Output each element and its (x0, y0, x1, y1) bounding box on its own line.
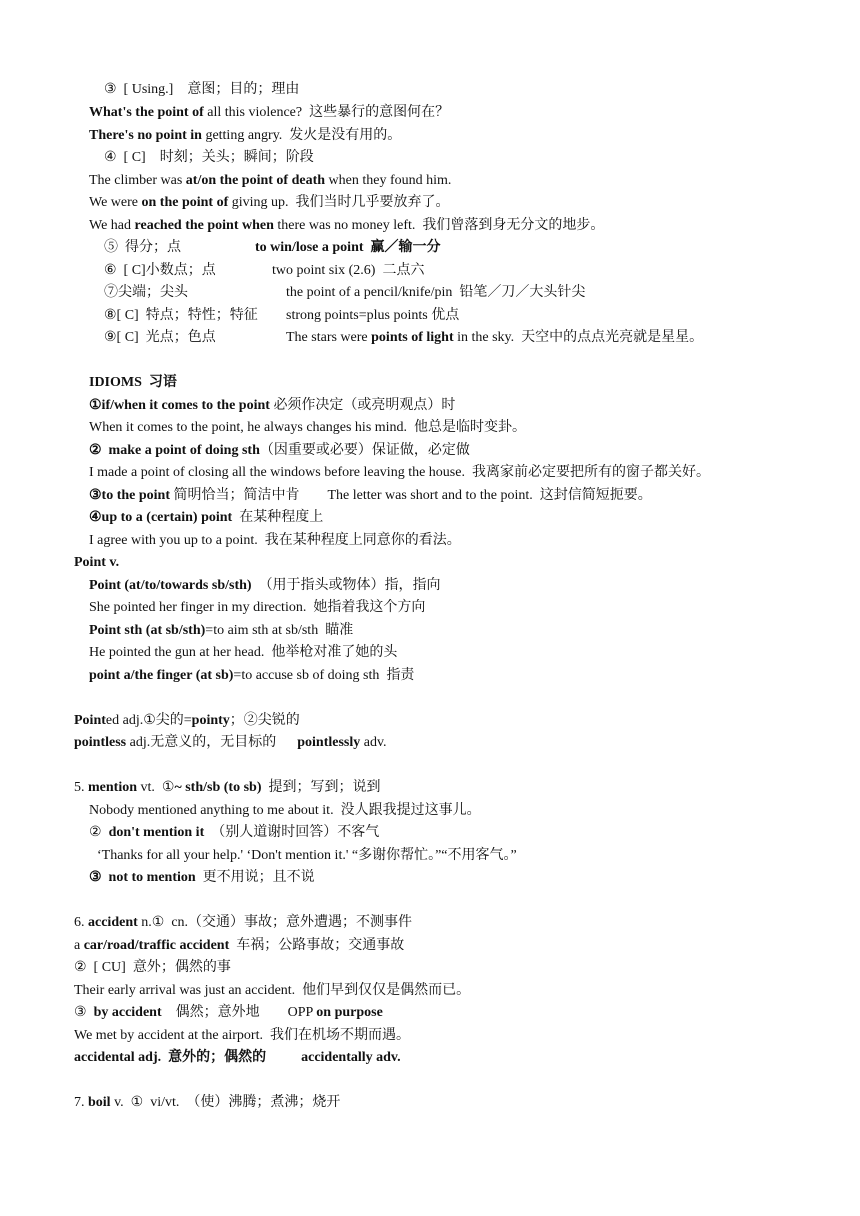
definition-example (286, 307, 459, 325)
text-run: IDIOMS 习语 (89, 375, 177, 390)
text-line: We met by accident at the airport. 我们在机场不期而遇。 (74, 1028, 410, 1043)
text-line (89, 104, 449, 122)
text-run: at/on the point of death (185, 173, 326, 188)
text-run: Point (74, 713, 106, 728)
text-run: getting angry. 发火是没有用的。 (201, 128, 402, 143)
text-run: Point sth (at sb/sth) (89, 623, 206, 638)
text-run: all this violence? 这些暴行的意图何在？ (203, 105, 450, 120)
text-line (74, 1004, 383, 1022)
text-line: Nobody mentioned anything to me about it. 没人跟我提过这事儿。 (89, 803, 481, 818)
text-run: 简明恰当；简洁中肯 The letter was short and to the point. 这封信简短扼要。 (170, 488, 652, 503)
text-run: （用于指头或物体）指，指向 (251, 578, 441, 593)
text-run: 车祸；公路事故；交通事故 (229, 938, 405, 953)
text-line: ‘Thanks for all your help.' ‘Don't mention it.' “多谢你帮忙。”“不用客气。” (97, 848, 517, 863)
text-run: accidental adj. 意外的；偶然的 accidentally adv. (74, 1050, 401, 1065)
definition-label: ⑨[ C] 光点；色点 (104, 330, 216, 345)
text-run: points of light (371, 330, 454, 345)
text-run: （因重要或必要）保证做，必定做 (259, 443, 470, 458)
text-line: When it comes to the point, he always changes his mind. 他总是临时变卦。 (89, 420, 527, 435)
text-line (104, 239, 441, 257)
text-run: point a/the finger (at sb) (89, 668, 234, 683)
text-line (74, 554, 119, 572)
text-line (74, 1049, 401, 1067)
text-run: 必须作决定（或亮明观点）时 (269, 398, 456, 413)
text-run: pointlessly (297, 735, 361, 750)
text-line (89, 577, 441, 595)
text-run: ④up to a (certain) point (89, 510, 233, 525)
definition-example (286, 329, 703, 347)
text-line (104, 262, 425, 280)
text-run: ①if/when it comes to the point (89, 398, 270, 413)
text-line (89, 622, 353, 640)
definition-example (286, 284, 585, 302)
text-run: ~ sth/sb (to sb) (174, 780, 262, 795)
text-run: car/road/traffic accident (83, 938, 230, 953)
text-line (89, 172, 451, 190)
text-line: ② [ CU] 意外；偶然的事 (74, 960, 231, 975)
text-run: （别人道谢时回答）不客气 (204, 825, 380, 840)
text-run: 7. (74, 1095, 88, 1110)
text-line (89, 667, 414, 685)
text-run: pointless (74, 735, 127, 750)
text-line: He pointed the gun at her head. 他举枪对准了她的头 (89, 645, 398, 660)
text-run: We were (89, 195, 142, 210)
text-run: by accident (93, 1005, 162, 1020)
text-run: Point v. (74, 555, 120, 570)
text-run: on the point of (141, 195, 229, 210)
text-line (89, 487, 652, 505)
text-line (74, 914, 412, 932)
text-run: a (74, 938, 84, 953)
text-line: I made a point of closing all the windows before leaving the house. 我离家前必定要把所有的窗子都关好。 (89, 465, 710, 480)
text-run: The climber was (89, 173, 186, 188)
text-run: don't mention it (108, 825, 205, 840)
definition-label: ⑧[ C] 特点；特性；特征 (104, 308, 258, 323)
text-run: vt. ① (137, 780, 175, 795)
text-run: on purpose (316, 1005, 383, 1020)
text-line (89, 374, 177, 392)
text-run: accident (88, 915, 138, 930)
text-run: ed adj.①尖的= (105, 713, 192, 728)
definition-label: ⑥ [ C]小数点；点 (104, 263, 216, 278)
text-line (89, 824, 379, 842)
text-run: 6. (74, 915, 88, 930)
text-run: mention (88, 780, 137, 795)
text-run: 更不用说；且不说 (195, 870, 315, 885)
text-line (104, 329, 704, 347)
text-line (74, 734, 387, 752)
text-line (89, 127, 401, 145)
text-run: in the sky. 天空中的点点光亮就是星星。 (453, 330, 704, 345)
text-run: ③ not to mention (89, 870, 196, 885)
text-run: two point six (2.6) 二点六 (272, 263, 425, 278)
text-line (74, 1094, 340, 1112)
text-line: She pointed her finger in my direction. 她指着我这个方向 (89, 600, 426, 615)
text-run: ③to the point (89, 488, 170, 503)
text-line (89, 509, 323, 527)
text-run: giving up. 我们当时几乎要放弃了。 (228, 195, 450, 210)
text-run: pointy (191, 713, 230, 728)
text-run: 5. (74, 780, 88, 795)
text-run: ② make a point of doing sth (89, 443, 260, 458)
text-line: I agree with you up to a point. 我在某种程度上同意你的看法。 (89, 533, 461, 548)
text-line (74, 779, 380, 797)
text-run: 提到；写到；说到 (261, 780, 381, 795)
text-run: Point (at/to/towards sb/sth) (89, 578, 252, 593)
text-run: boil (88, 1095, 111, 1110)
text-line (74, 712, 300, 730)
text-run: 偶然；意外地 OPP (161, 1005, 317, 1020)
text-line (89, 217, 604, 235)
text-run: ② (89, 825, 109, 840)
definition-example (255, 239, 441, 257)
text-run: adj.无意义的，无目标的 (126, 735, 298, 750)
text-line: Their early arrival was just an accident. 他们早到仅仅是偶然而已。 (74, 983, 471, 998)
text-run: We had (89, 218, 135, 233)
text-run: when they found him. (325, 173, 452, 188)
text-run: to win/lose a point 赢／输一分 (255, 240, 441, 255)
text-run: n.① cn.（交通）事故；意外遭遇；不测事件 (137, 915, 413, 930)
text-line (89, 397, 455, 415)
text-run: v. ① vi/vt. （使）沸腾；煮沸；烧开 (110, 1095, 341, 1110)
text-line: ④ [ C] 时刻；关头；瞬间；阶段 (104, 150, 314, 165)
text-run: strong points=plus points 优点 (286, 308, 460, 323)
text-run: ③ (74, 1005, 94, 1020)
text-run: the point of a pencil/knife/pin 铅笔／刀／大头针尖 (286, 285, 586, 300)
text-line: ③ [ Using.] 意图；目的；理由 (104, 82, 300, 97)
text-line (104, 284, 586, 302)
text-run: There's no point in (89, 128, 202, 143)
text-run: adv. (360, 735, 387, 750)
text-line (74, 937, 404, 955)
text-run: ；②尖锐的 (229, 713, 300, 728)
text-run: reached the point when (134, 218, 274, 233)
text-line (89, 442, 470, 460)
definition-example (272, 262, 424, 280)
text-run: =to aim sth at sb/sth 瞄准 (205, 623, 354, 638)
definition-label: ⑤ 得分；点 (104, 240, 181, 255)
text-run: =to accuse sb of doing sth 指责 (233, 668, 415, 683)
definition-label: ⑦尖端；尖头 (104, 285, 188, 300)
text-run: What's the point of (89, 105, 204, 120)
text-run: there was no money left. 我们曾落到身无分文的地步。 (273, 218, 605, 233)
text-line (89, 194, 450, 212)
text-run: The stars were (286, 330, 372, 345)
text-line (89, 869, 315, 887)
text-line (104, 307, 460, 325)
text-run: 在某种程度上 (232, 510, 324, 525)
